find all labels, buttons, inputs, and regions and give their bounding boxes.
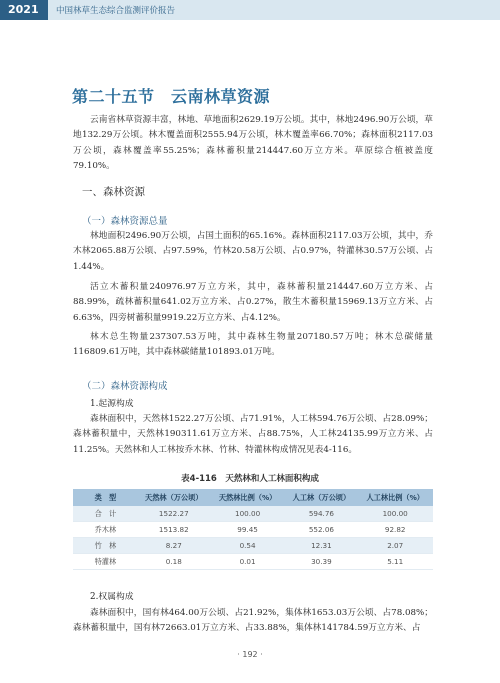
table-cell: 92.82	[357, 522, 433, 538]
table-header-cell: 人工林比例（%）	[357, 489, 433, 506]
table-row	[73, 506, 433, 522]
table-cell: 12.31	[285, 538, 357, 554]
table-cell: 0.01	[210, 554, 286, 570]
header-year: 2021	[8, 3, 39, 16]
table-cell: 0.54	[210, 538, 286, 554]
table-cell: 乔木林	[73, 522, 138, 538]
table-header-cell: 天然林（万公顷）	[138, 489, 210, 506]
intro-paragraph	[73, 113, 433, 175]
table-cell: 竹 林	[73, 538, 138, 554]
section-title: 第二十五节 云南林草资源	[72, 87, 271, 106]
forest-composition-heading: （二）森林资源构成	[82, 381, 168, 392]
table-cell: 0.18	[138, 554, 210, 570]
paragraph-text: 林地面积2496.90万公顷，占国土面积的65.16%。森林面积2117.03万公顷，其中，乔木林2065.88万公顷、占97.59%，竹林20.58万公顷、占0.97%，特灌林30.57万公顷、占1.44%。	[73, 231, 433, 272]
table-cell: 100.00	[357, 506, 433, 522]
ownership-paragraph	[73, 606, 433, 637]
origin-heading: 1.起源构成	[90, 399, 134, 409]
table-row	[73, 538, 433, 554]
forest-overview-heading: （一）森林资源总量	[82, 216, 168, 227]
page-number: · 192 ·	[237, 650, 263, 659]
table-cell: 99.45	[210, 522, 286, 538]
page-header	[0, 0, 500, 20]
table-cell: 1513.82	[138, 522, 210, 538]
table-cell: 5.11	[357, 554, 433, 570]
table-header-cell: 天然林比例（%）	[210, 489, 286, 506]
table-cell: 552.06	[285, 522, 357, 538]
header-year-block	[0, 0, 48, 20]
forest-heading: 一、森林资源	[82, 186, 145, 198]
table-caption: 表4-116 天然林和人工林面积构成	[181, 474, 319, 484]
paragraph-text: 活立木蓄积量240976.97万立方米，其中，森林蓄积量214447.60万立方米、占88.99%，疏林蓄积量641.02万立方米、占0.27%，散生木蓄积量15969.13万立方米、占6.63%，四旁树蓄积量9919.22万立方米、占4.12%。	[73, 282, 433, 323]
table-header-cell: 人工林（万公顷）	[285, 489, 357, 506]
table-row	[73, 554, 433, 570]
table-row	[73, 522, 433, 538]
origin-paragraph	[73, 412, 433, 458]
table-cell: 2.07	[357, 538, 433, 554]
header-title: 中国林草生态综合监测评价报告	[56, 6, 176, 16]
paragraph-text: 森林面积中，天然林1522.27万公顷、占71.91%，人工林594.76万公顷、占28.09%；森林蓄积量中，天然林190311.61万立方米、占88.75%，人工林24135.99万立方米、占11.25%。天然林和人工林按乔木林、竹林、特灌林构成情况见表4-116。	[73, 414, 433, 455]
forest-paragraph-3	[73, 330, 433, 361]
ownership-heading: 2.权属构成	[90, 592, 134, 602]
table-cell: 1522.27	[138, 506, 210, 522]
paragraph-text: 森林面积中，国有林464.00万公顷、占21.92%，集体林1653.03万公顷、占78.08%；森林蓄积量中，国有林72663.01万立方米、占33.88%，集体林141784.59万立方米、占	[73, 608, 433, 634]
forest-paragraph-1	[73, 229, 433, 275]
intro-text: 云南省林草资源丰富，林地、草地面积2629.19万公顷。其中，林地2496.90万公顷，草地132.29万公顷。林木覆盖面积2555.94万公顷，林木覆盖率66.70%；森林面积2117.03万公顷，森林覆盖率55.25%；森林蓄积量214447.60万立方米。草原综合植被盖度79.10%。	[73, 115, 433, 172]
table-header-cell: 类 型	[73, 489, 138, 506]
table-cell: 合 计	[73, 506, 138, 522]
table-cell: 100.00	[210, 506, 286, 522]
table-cell: 特灌林	[73, 554, 138, 570]
table-cell: 594.76	[285, 506, 357, 522]
forest-paragraph-2	[73, 280, 433, 326]
paragraph-text: 林木总生物量237307.53万吨，其中森林生物量207180.57万吨；林木总碳储量116809.61万吨，其中森林碳储量101893.01万吨。	[73, 332, 433, 358]
forest-origin-table	[73, 489, 433, 570]
table-header-row	[73, 489, 433, 506]
table-cell: 8.27	[138, 538, 210, 554]
table-cell: 30.39	[285, 554, 357, 570]
